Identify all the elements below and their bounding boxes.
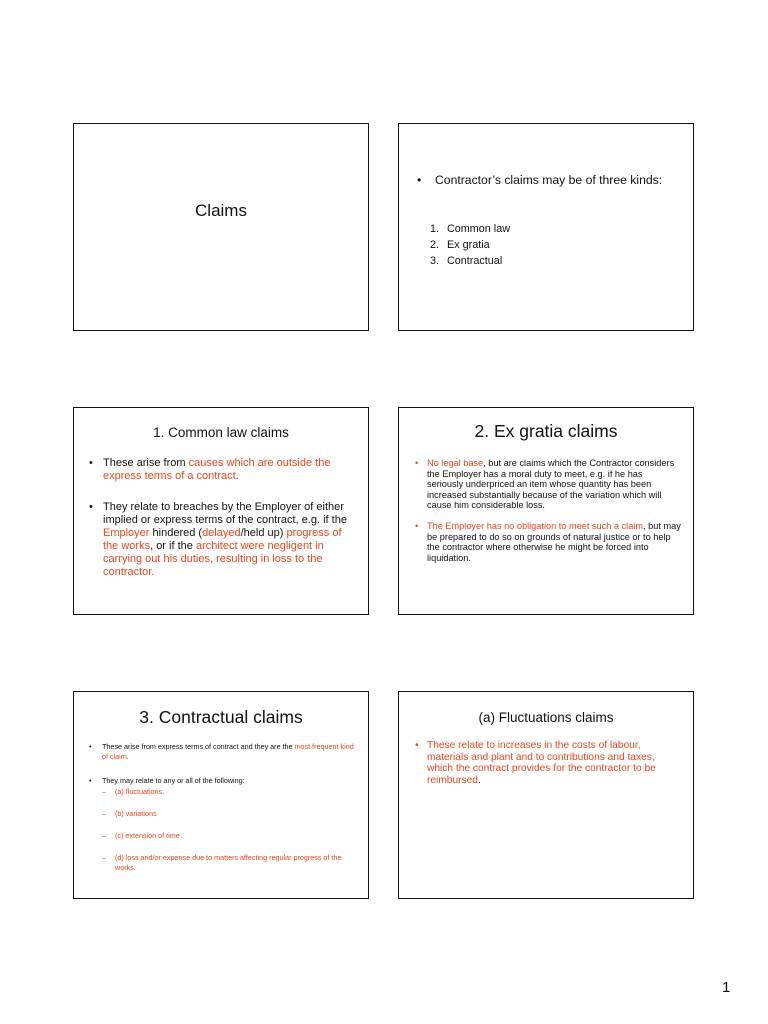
bullet-marker: •: [89, 775, 92, 785]
list-item: 3. Contractual: [430, 255, 503, 267]
list-item: 1. Common law: [430, 223, 510, 235]
numbered-list: [430, 221, 510, 269]
bullet-list: [88, 457, 353, 597]
slide-title: 3. Contractual claims: [139, 707, 303, 727]
bullet-marker: •: [417, 173, 422, 187]
bullet-item: • These arise from causes which are outside the express terms of a contract.: [89, 457, 331, 482]
bullet-marker: •: [89, 457, 93, 469]
bullet-marker: •: [415, 740, 419, 751]
bullet-marker: •: [89, 501, 93, 513]
bullet-marker: •: [415, 458, 419, 468]
bullet-item: • No legal base, but are claims which the Contractor considers the Employer has a moral duty to meet, e.g. if he has seriously underpriced an item whose quantity has been increased substantially because of the variation which will cause him considerable loss.: [415, 458, 675, 511]
bullet-list: [415, 458, 681, 573]
bullet-item: • These arise from express terms of contract and they are the most frequent kind of claim.: [89, 742, 354, 761]
slide-title: 2. Ex gratia claims: [474, 421, 618, 441]
sub-list-item: – (c) extension of time: [102, 830, 180, 840]
slide-title: 1. Common law claims: [153, 425, 289, 440]
sub-list: [102, 787, 357, 872]
bullet-list: [415, 740, 683, 786]
slide-kinds-of-claims: [398, 123, 694, 331]
bullet-item: [417, 173, 685, 188]
page-number: 1: [722, 979, 731, 996]
bullet-marker: •: [415, 520, 419, 531]
sub-list-item: – (d) loss and/or expense due to matters affecting regular progress of the works.: [102, 852, 342, 872]
slide-fluctuations-claims: [398, 691, 694, 899]
bullet-item: • The Employer has no obligation to meet such a claim, but may be prepared to do so on grounds of natural justice or to help the contractor where otherwise he might be forced into liquidation.: [415, 520, 681, 563]
slide-title: Claims: [195, 201, 247, 220]
bullet-list: [89, 742, 357, 884]
slide-ex-gratia-claims: [398, 407, 694, 615]
sub-list-item: – (b) variations: [102, 809, 157, 819]
bullet-text: Contractor’s claims may be of three kinds:: [435, 173, 663, 187]
list-item: 2. Ex gratia: [430, 239, 490, 251]
slide-contractual-claims: [73, 691, 369, 899]
bullet-item: • These relate to increases in the costs of labour, materials and plant and to contributions and taxes, which the contract provides for the contractor to be reimbursed.: [415, 740, 656, 786]
slide-claims: [73, 123, 369, 331]
slide-common-law-claims: [73, 407, 369, 615]
bullet-marker: •: [89, 742, 92, 751]
slide-title: (a) Fluctuations claims: [478, 710, 614, 725]
bullet-item: • They relate to breaches by the Employer of either implied or express terms of the contract, e.g. if the Employer hindered (delayed/held up) progress of the works, or if the architect were negligent in carrying out his duties, resulting in loss to the contractor.: [89, 501, 347, 578]
bullet-item: • They may relate to any or all of the following: – (a) fluctuations. – (b) variations – (c) extension of time – (d) loss and/or expense due to matters affecting regular progress of the works.: [89, 776, 357, 873]
sub-list-item: – (a) fluctuations.: [102, 787, 165, 797]
